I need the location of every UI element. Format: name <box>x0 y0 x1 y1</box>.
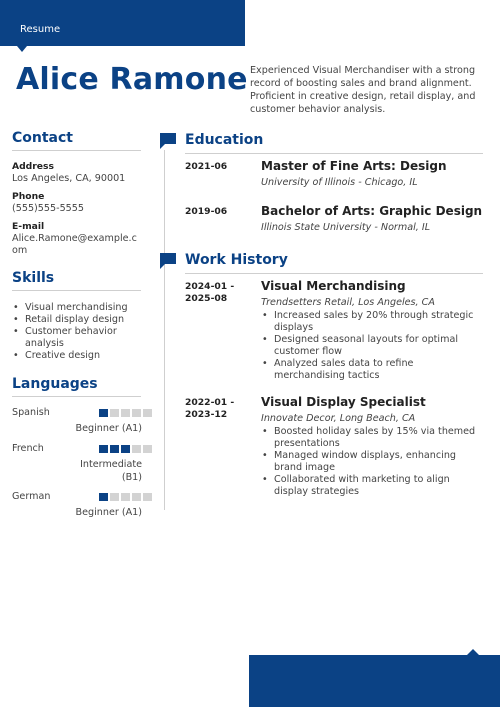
phone-value: (555)555-5555 <box>12 203 84 214</box>
skills-title: Skills <box>12 270 55 286</box>
list-item: • Retail display design <box>12 314 142 326</box>
rating-square <box>110 445 119 453</box>
footer-band <box>249 655 500 707</box>
address-label: Address <box>12 161 54 172</box>
work-date: 2024-01 - 2025-08 <box>185 281 235 304</box>
phone-label: Phone <box>12 191 45 202</box>
language-level: Beginner (A1) <box>75 423 142 434</box>
education-divider <box>185 153 483 154</box>
company-name: Innovate Decor, Long Beach, CA <box>261 413 416 424</box>
education-entry <box>261 204 483 233</box>
education-date: 2021-06 <box>185 161 228 172</box>
job-bullets <box>261 310 483 382</box>
list-item: • Customer behavior analysis <box>12 326 142 350</box>
work-title: Work History <box>185 252 288 268</box>
rating-square <box>143 493 152 501</box>
languages-divider <box>12 396 141 397</box>
job-bullets <box>261 426 483 498</box>
language-german <box>12 491 142 535</box>
language-name: Spanish <box>12 407 50 418</box>
degree-title: Bachelor of Arts: Graphic Design <box>261 204 483 218</box>
email-label: E-mail <box>12 221 45 232</box>
list-item: • Designed seasonal layouts for optimal customer flow <box>261 334 483 358</box>
language-rating <box>99 493 152 501</box>
rating-square <box>110 409 119 417</box>
rating-square <box>143 409 152 417</box>
timeline-line <box>164 150 165 510</box>
language-level: Beginner (A1) <box>75 507 142 518</box>
work-date: 2022-01 - 2023-12 <box>185 397 235 420</box>
job-title: Visual Merchandising <box>261 279 406 293</box>
work-divider <box>185 273 483 274</box>
degree-title: Master of Fine Arts: Design <box>261 159 447 173</box>
languages-title: Languages <box>12 376 98 392</box>
resume-label: Resume <box>20 24 61 35</box>
school-name: University of Illinois - Chicago, IL <box>261 177 418 188</box>
rating-square <box>99 493 108 501</box>
language-french <box>12 443 142 495</box>
rating-square <box>121 409 130 417</box>
rating-square <box>132 493 141 501</box>
summary-text: Experienced Visual Merchandiser with a strong record of boosting sales and brand alignment. Proficient in creative design, retail display, and customer behavior analysis. <box>250 65 476 115</box>
skills-divider <box>12 290 141 291</box>
email-value: Alice.Ramone@example.com <box>12 233 137 256</box>
education-entry <box>261 159 483 188</box>
contact-divider <box>12 150 141 151</box>
language-name: French <box>12 443 44 454</box>
list-item: • Increased sales by 20% through strategic displays <box>261 310 483 334</box>
candidate-name: Alice Ramone <box>16 62 248 97</box>
header-band <box>0 0 245 46</box>
list-item: • Analyzed sales data to refine merchandising tactics <box>261 358 483 382</box>
education-title: Education <box>185 132 264 148</box>
company-name: Trendsetters Retail, Los Angeles, CA <box>261 297 435 308</box>
rating-square <box>121 493 130 501</box>
contact-title: Contact <box>12 130 73 146</box>
list-item: • Managed window displays, enhancing brand image <box>261 450 483 474</box>
rating-square <box>132 409 141 417</box>
rating-square <box>110 493 119 501</box>
left-column <box>12 130 142 535</box>
flag-icon <box>160 253 176 267</box>
work-entry <box>261 279 483 382</box>
rating-square <box>99 409 108 417</box>
rating-square <box>132 445 141 453</box>
rating-square <box>121 445 130 453</box>
education-date: 2019-06 <box>185 206 228 217</box>
job-title: Visual Display Specialist <box>261 395 426 409</box>
rating-square <box>99 445 108 453</box>
work-entry <box>261 395 483 498</box>
language-level: Intermediate (B1) <box>80 459 142 483</box>
school-name: Illinois State University - Normal, IL <box>261 222 431 233</box>
rating-square <box>143 445 152 453</box>
flag-icon <box>160 133 176 147</box>
skills-list <box>12 302 142 362</box>
language-rating <box>99 409 152 417</box>
address-value: Los Angeles, CA, 90001 <box>12 173 126 184</box>
header-band-notch <box>17 46 27 52</box>
footer-band-notch <box>467 649 479 655</box>
language-rating <box>99 445 152 453</box>
list-item: • Boosted holiday sales by 15% via themed presentations <box>261 426 483 450</box>
language-name: German <box>12 491 51 502</box>
list-item: • Visual merchandising <box>12 302 142 314</box>
list-item: • Creative design <box>12 350 142 362</box>
list-item: • Collaborated with marketing to align display strategies <box>261 474 483 498</box>
